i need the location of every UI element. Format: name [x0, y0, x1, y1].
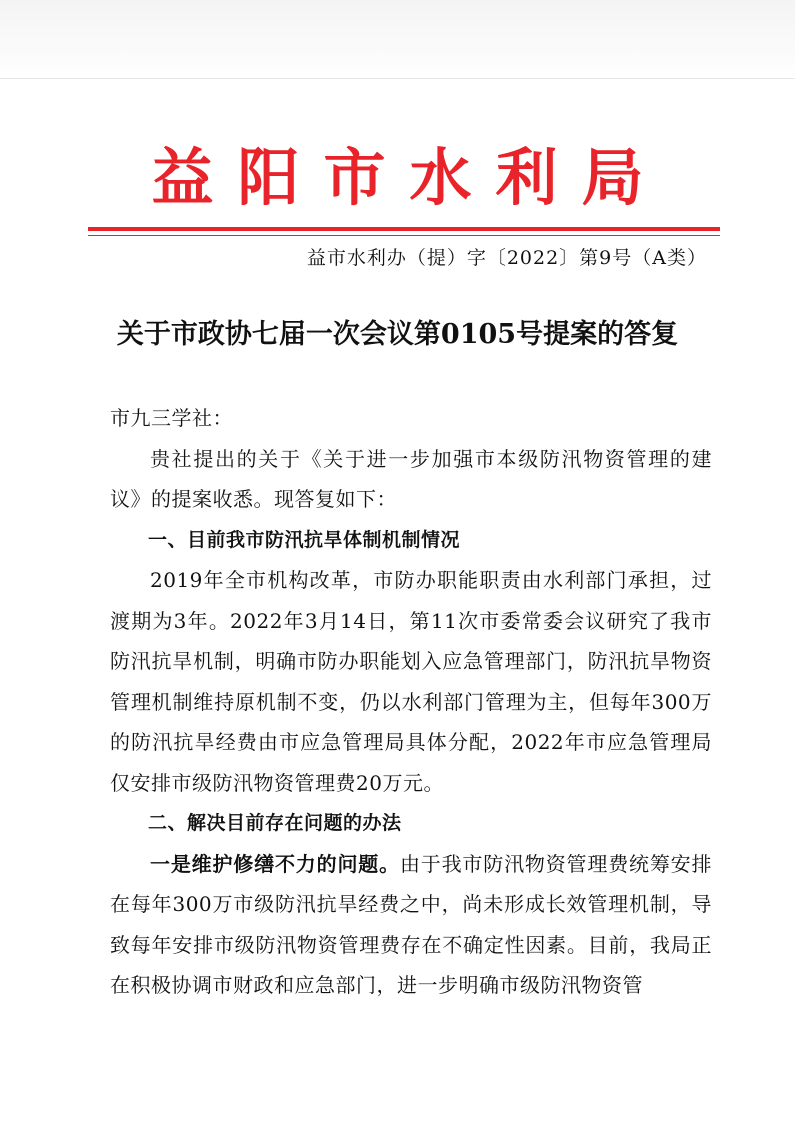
document-body: [110, 398, 712, 1006]
scan-top-shade: [0, 0, 795, 78]
salutation: 市九三学社：: [110, 406, 233, 430]
intro-paragraph: 贵社提出的关于《关于进一步加强市本级防汛物资管理的建议》的提案收悉。现答复如下：: [110, 446, 712, 511]
document-number: 益市水利办（提）字〔2022〕第9号（A类）: [306, 247, 707, 269]
document-title: 关于市政协七届一次会议第0105号提案的答复: [116, 319, 679, 350]
section-2-heading: 二、解决目前存在问题的办法: [148, 812, 402, 834]
section-2-paragraph: [110, 844, 712, 1006]
section-1-paragraph: 2019年全市机构改革，市防办职能职责由水利部门承担，过渡期为3年。2022年3月14日，第11次市委常委会议研究了我市防汛抗旱机制，明确市防办职能划入应急管理部门，防汛抗旱物资管理机制维持原机制不变，仍以水利部门管理为主，但每年300万的防汛抗旱经费由市应急管理局具体分配，2022年市应急管理局仅安排市级防汛物资管理费20万元。: [110, 568, 712, 795]
section-2-lead: 一是维护修缮不力的问题。: [150, 851, 400, 876]
letterhead-red-rule-thin: [88, 235, 720, 236]
section-2-text: 由于我市防汛物资管理费统筹安排在每年300万市级防汛抗旱经费之中，尚未形成长效管理机制，导致每年安排市级防汛物资管理费存在不确定性因素。目前，我局正在积极协调市财政和应急部门，进一步明确市级防汛物资管: [110, 851, 713, 997]
scan-edge-line: [0, 78, 795, 79]
section-1-heading: 一、目前我市防汛抗旱体制机制情况: [148, 528, 461, 551]
letterhead-organization: 益阳市水利局: [151, 141, 668, 214]
letterhead-red-rule-thick: [88, 227, 720, 231]
